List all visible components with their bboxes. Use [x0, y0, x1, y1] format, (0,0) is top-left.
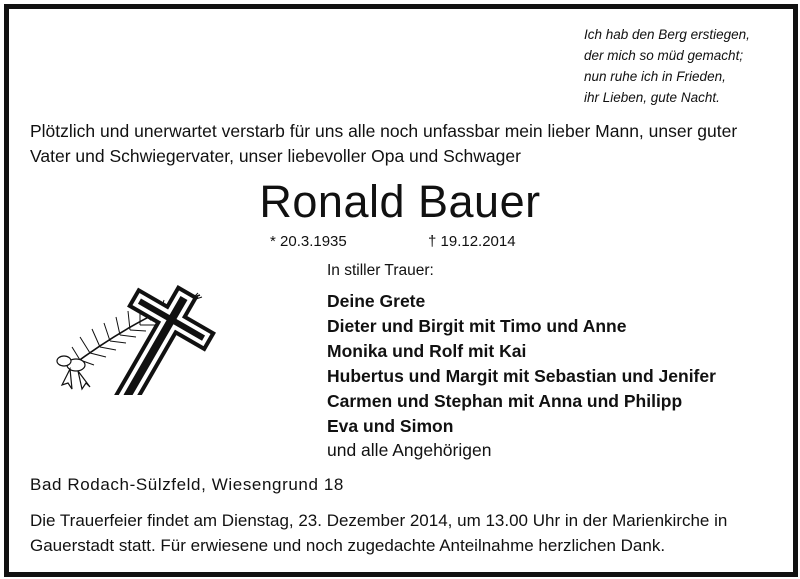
mourner-line: Dieter und Birgit mit Timo und Anne — [327, 316, 627, 336]
mourning-title: In stiller Trauer: — [327, 262, 434, 279]
intro-text: Plötzlich und unerwartet verstarb für uns alle noch unfassbar mein lieber Mann, unser guter Vater und Schwiegervater, unser liebevoller Opa und Schwager — [30, 121, 738, 166]
address: Bad Rodach-Sülzfeld, Wiesengrund 18 — [30, 475, 344, 494]
poem — [584, 24, 794, 108]
mourner-line: Hubertus und Margit mit Sebastian und Jenifer — [327, 366, 716, 386]
birth-date: * 20.3.1935 — [270, 233, 347, 250]
poem-line: Ich hab den Berg erstiegen, — [584, 27, 750, 42]
poem-line: der mich so müd gemacht; — [584, 48, 744, 63]
poem-line: ihr Lieben, gute Nacht. — [584, 90, 720, 105]
relatives-line: und alle Angehörigen — [327, 440, 492, 460]
mourner-line: Monika und Rolf mit Kai — [327, 341, 527, 361]
mourner-line: Deine Grete — [327, 291, 426, 311]
funeral-notice: Die Trauerfeier findet am Dienstag, 23. Dezember 2014, um 13.00 Uhr in der Marienkirche in Gauerstadt statt. Für erwiesene und noch zugedachte Anteilnahme herzlichen Dank. — [30, 511, 728, 555]
mourner-line: Eva und Simon — [327, 416, 454, 436]
poem-line: nun ruhe ich in Frieden, — [584, 69, 726, 84]
cross-with-palm-branch-icon — [50, 285, 280, 395]
mourners-list — [327, 289, 716, 439]
deceased-name: Ronald Bauer — [259, 176, 541, 227]
mourner-line: Carmen und Stephan mit Anna und Philipp — [327, 391, 683, 411]
death-date: † 19.12.2014 — [428, 233, 516, 250]
